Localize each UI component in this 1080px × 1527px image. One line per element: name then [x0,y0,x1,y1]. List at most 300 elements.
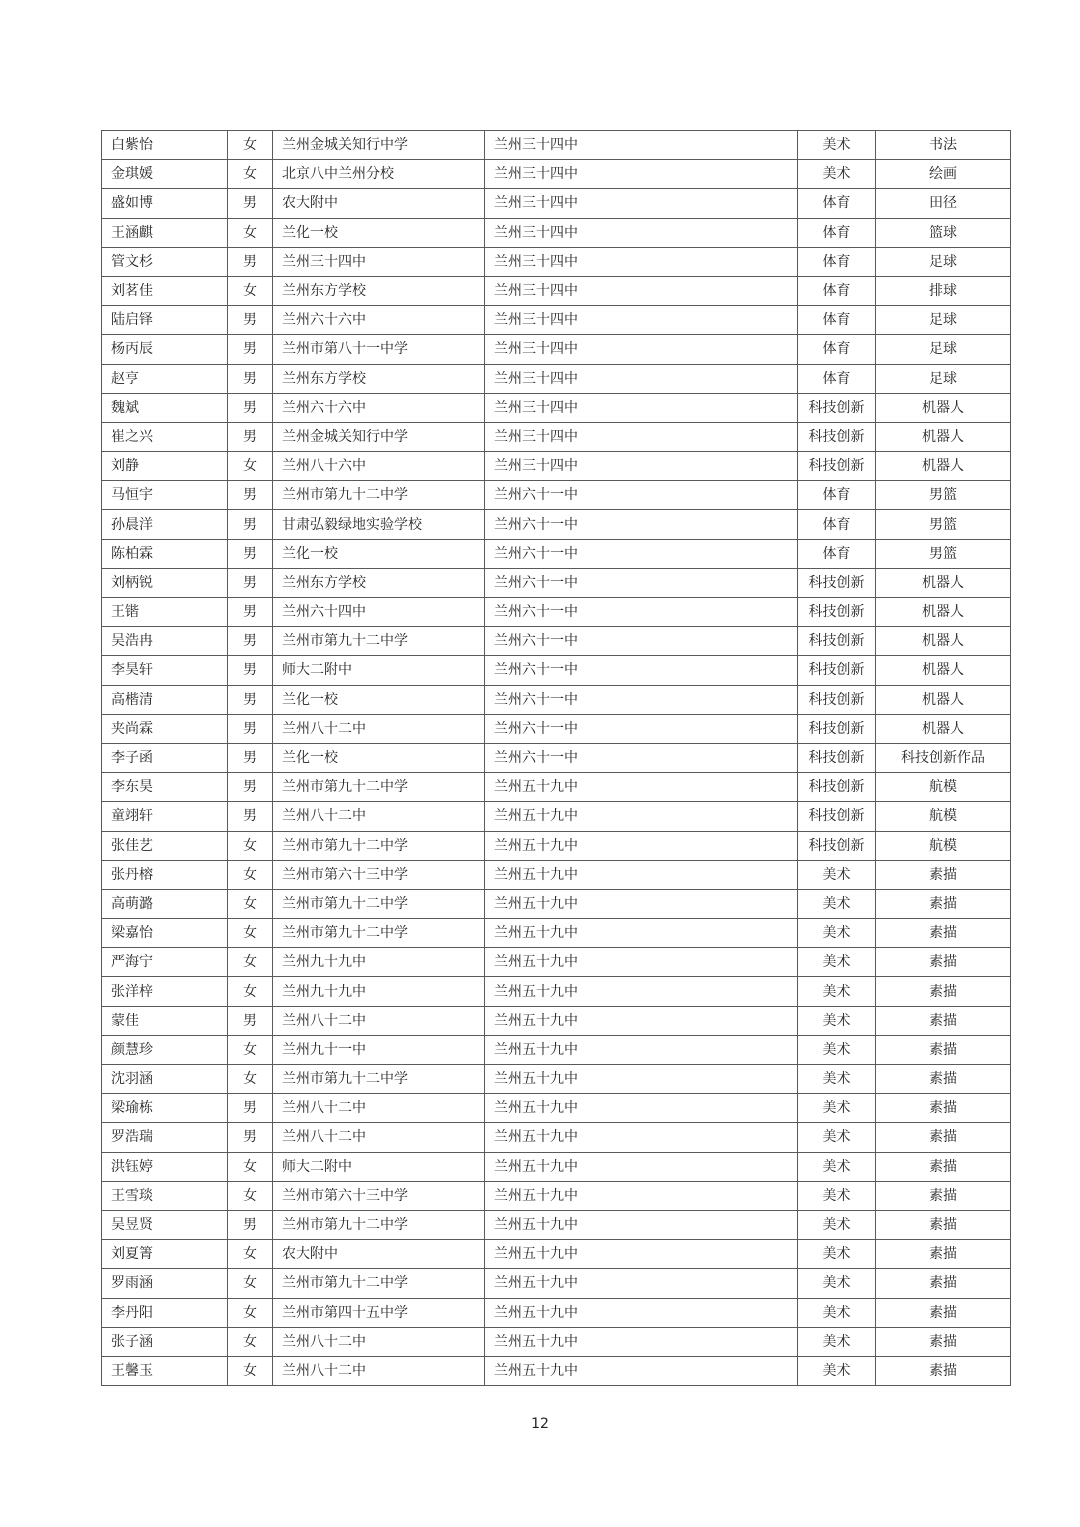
table-row [102,1065,1011,1094]
table-row [102,276,1011,305]
admitting-school-cell: 兰州五十九中 [485,1123,798,1152]
specialty-category-cell: 体育 [798,218,876,247]
student-name-cell: 梁瑜栋 [102,1094,228,1123]
graduating-school-cell: 农大附中 [273,1240,485,1269]
admitting-school-cell: 兰州五十九中 [485,948,798,977]
student-name-cell: 王锴 [102,598,228,627]
gender-cell: 男 [228,1210,273,1239]
gender-cell: 男 [228,802,273,831]
specialty-item-cell: 素描 [876,1181,1011,1210]
student-name-cell: 刘柄锐 [102,568,228,597]
gender-cell: 男 [228,656,273,685]
specialty-category-cell: 体育 [798,335,876,364]
admitting-school-cell: 兰州三十四中 [485,422,798,451]
gender-cell: 男 [228,568,273,597]
specialty-item-cell: 足球 [876,247,1011,276]
graduating-school-cell: 兰州八十二中 [273,1123,485,1152]
specialty-category-cell: 美术 [798,1065,876,1094]
graduating-school-cell: 兰州六十四中 [273,598,485,627]
gender-cell: 女 [228,860,273,889]
graduating-school-cell: 兰州八十二中 [273,1006,485,1035]
student-name-cell: 李子函 [102,743,228,772]
specialty-category-cell: 美术 [798,889,876,918]
admitting-school-cell: 兰州六十一中 [485,598,798,627]
table-row [102,831,1011,860]
student-name-cell: 张佳艺 [102,831,228,860]
student-name-cell: 王涵麒 [102,218,228,247]
table-row [102,510,1011,539]
graduating-school-cell: 北京八中兰州分校 [273,160,485,189]
specialty-category-cell: 科技创新 [798,452,876,481]
specialty-category-cell: 科技创新 [798,685,876,714]
specialty-item-cell: 素描 [876,977,1011,1006]
specialty-category-cell: 科技创新 [798,422,876,451]
student-name-cell: 洪钰婷 [102,1152,228,1181]
admitting-school-cell: 兰州六十一中 [485,743,798,772]
specialty-item-cell: 机器人 [876,422,1011,451]
roster-table [101,130,1011,1386]
table-row [102,131,1011,160]
specialty-item-cell: 素描 [876,1298,1011,1327]
admitting-school-cell: 兰州三十四中 [485,218,798,247]
specialty-item-cell: 田径 [876,189,1011,218]
specialty-category-cell: 美术 [798,1152,876,1181]
specialty-category-cell: 体育 [798,539,876,568]
specialty-item-cell: 绘画 [876,160,1011,189]
specialty-item-cell: 素描 [876,1152,1011,1181]
specialty-item-cell: 男篮 [876,481,1011,510]
admitting-school-cell: 兰州三十四中 [485,131,798,160]
specialty-category-cell: 美术 [798,1298,876,1327]
gender-cell: 女 [228,160,273,189]
graduating-school-cell: 兰州八十二中 [273,1327,485,1356]
specialty-item-cell: 航模 [876,773,1011,802]
table-row [102,598,1011,627]
student-name-cell: 李昊轩 [102,656,228,685]
graduating-school-cell: 兰州市第九十二中学 [273,627,485,656]
table-row [102,860,1011,889]
gender-cell: 女 [228,1327,273,1356]
gender-cell: 男 [228,1123,273,1152]
specialty-item-cell: 素描 [876,1006,1011,1035]
table-row [102,1123,1011,1152]
gender-cell: 男 [228,364,273,393]
student-name-cell: 马恒宇 [102,481,228,510]
graduating-school-cell: 兰州市第九十二中学 [273,481,485,510]
gender-cell: 男 [228,743,273,772]
student-name-cell: 盛如博 [102,189,228,218]
specialty-category-cell: 科技创新 [798,714,876,743]
admitting-school-cell: 兰州六十一中 [485,568,798,597]
graduating-school-cell: 兰州九十九中 [273,977,485,1006]
specialty-category-cell: 体育 [798,510,876,539]
table-row [102,977,1011,1006]
student-name-cell: 陆启铎 [102,306,228,335]
graduating-school-cell: 兰化一校 [273,685,485,714]
specialty-category-cell: 美术 [798,1269,876,1298]
admitting-school-cell: 兰州五十九中 [485,1152,798,1181]
graduating-school-cell: 兰州市第九十二中学 [273,919,485,948]
gender-cell: 女 [228,1065,273,1094]
table-row [102,773,1011,802]
student-name-cell: 杨丙辰 [102,335,228,364]
specialty-category-cell: 科技创新 [798,598,876,627]
gender-cell: 男 [228,773,273,802]
gender-cell: 女 [228,452,273,481]
specialty-category-cell: 体育 [798,247,876,276]
student-name-cell: 赵亨 [102,364,228,393]
specialty-item-cell: 男篮 [876,510,1011,539]
specialty-category-cell: 美术 [798,131,876,160]
graduating-school-cell: 兰州市第九十二中学 [273,1210,485,1239]
specialty-item-cell: 航模 [876,831,1011,860]
graduating-school-cell: 兰化一校 [273,743,485,772]
specialty-category-cell: 科技创新 [798,627,876,656]
gender-cell: 男 [228,422,273,451]
graduating-school-cell: 兰州六十六中 [273,393,485,422]
table-row [102,1269,1011,1298]
gender-cell: 男 [228,335,273,364]
specialty-category-cell: 美术 [798,1356,876,1385]
graduating-school-cell: 兰州八十二中 [273,1356,485,1385]
specialty-item-cell: 素描 [876,1123,1011,1152]
specialty-item-cell: 素描 [876,1356,1011,1385]
specialty-category-cell: 科技创新 [798,773,876,802]
student-name-cell: 严海宁 [102,948,228,977]
specialty-category-cell: 美术 [798,1240,876,1269]
specialty-item-cell: 科技创新作品 [876,743,1011,772]
student-name-cell: 蒙佳 [102,1006,228,1035]
admitting-school-cell: 兰州六十一中 [485,539,798,568]
gender-cell: 男 [228,539,273,568]
graduating-school-cell: 兰州金城关知行中学 [273,131,485,160]
table-row [102,364,1011,393]
admitting-school-cell: 兰州五十九中 [485,1035,798,1064]
student-name-cell: 高楷清 [102,685,228,714]
specialty-category-cell: 科技创新 [798,568,876,597]
table-row [102,1006,1011,1035]
gender-cell: 男 [228,481,273,510]
graduating-school-cell: 兰州市第九十二中学 [273,1065,485,1094]
student-name-cell: 金琪媛 [102,160,228,189]
specialty-category-cell: 美术 [798,860,876,889]
student-name-cell: 李丹阳 [102,1298,228,1327]
graduating-school-cell: 甘肃弘毅绿地实验学校 [273,510,485,539]
admitting-school-cell: 兰州五十九中 [485,1065,798,1094]
admitting-school-cell: 兰州五十九中 [485,860,798,889]
student-name-cell: 张子涵 [102,1327,228,1356]
specialty-item-cell: 机器人 [876,685,1011,714]
graduating-school-cell: 兰州市第九十二中学 [273,831,485,860]
specialty-category-cell: 体育 [798,481,876,510]
specialty-item-cell: 机器人 [876,656,1011,685]
graduating-school-cell: 兰州八十二中 [273,1094,485,1123]
table-row [102,889,1011,918]
student-name-cell: 张丹榕 [102,860,228,889]
student-name-cell: 刘夏箐 [102,1240,228,1269]
specialty-item-cell: 足球 [876,306,1011,335]
specialty-category-cell: 体育 [798,306,876,335]
specialty-category-cell: 科技创新 [798,802,876,831]
student-name-cell: 罗雨涵 [102,1269,228,1298]
table-row [102,568,1011,597]
specialty-item-cell: 素描 [876,1269,1011,1298]
admitting-school-cell: 兰州三十四中 [485,189,798,218]
gender-cell: 男 [228,1006,273,1035]
gender-cell: 女 [228,1181,273,1210]
specialty-category-cell: 体育 [798,189,876,218]
table-row [102,218,1011,247]
graduating-school-cell: 兰州东方学校 [273,276,485,305]
graduating-school-cell: 师大二附中 [273,1152,485,1181]
specialty-category-cell: 美术 [798,1181,876,1210]
specialty-category-cell: 美术 [798,160,876,189]
student-name-cell: 陈柏霖 [102,539,228,568]
student-name-cell: 高萌潞 [102,889,228,918]
student-name-cell: 管文杉 [102,247,228,276]
table-row [102,160,1011,189]
admitting-school-cell: 兰州五十九中 [485,1181,798,1210]
table-row [102,452,1011,481]
graduating-school-cell: 兰州东方学校 [273,568,485,597]
student-name-cell: 王雪琰 [102,1181,228,1210]
admitting-school-cell: 兰州六十一中 [485,656,798,685]
admitting-school-cell: 兰州三十四中 [485,452,798,481]
admitting-school-cell: 兰州三十四中 [485,364,798,393]
specialty-category-cell: 美术 [798,1123,876,1152]
table-row [102,685,1011,714]
graduating-school-cell: 农大附中 [273,189,485,218]
specialty-category-cell: 科技创新 [798,743,876,772]
admitting-school-cell: 兰州三十四中 [485,247,798,276]
gender-cell: 女 [228,1269,273,1298]
graduating-school-cell: 兰州八十二中 [273,714,485,743]
table-row [102,948,1011,977]
student-name-cell: 吴昱贤 [102,1210,228,1239]
specialty-category-cell: 美术 [798,1006,876,1035]
specialty-category-cell: 美术 [798,948,876,977]
student-name-cell: 梁嘉怡 [102,919,228,948]
table-row [102,539,1011,568]
admitting-school-cell: 兰州五十九中 [485,1356,798,1385]
table-row [102,714,1011,743]
specialty-item-cell: 素描 [876,919,1011,948]
gender-cell: 女 [228,948,273,977]
table-row [102,1327,1011,1356]
gender-cell: 男 [228,510,273,539]
graduating-school-cell: 兰州市第六十三中学 [273,1181,485,1210]
specialty-item-cell: 机器人 [876,714,1011,743]
gender-cell: 男 [228,393,273,422]
admitting-school-cell: 兰州五十九中 [485,802,798,831]
student-name-cell: 白紫怡 [102,131,228,160]
graduating-school-cell: 兰州八十六中 [273,452,485,481]
admitting-school-cell: 兰州六十一中 [485,685,798,714]
student-name-cell: 颜慧珍 [102,1035,228,1064]
gender-cell: 女 [228,131,273,160]
graduating-school-cell: 兰州金城关知行中学 [273,422,485,451]
admitting-school-cell: 兰州五十九中 [485,919,798,948]
admitting-school-cell: 兰州六十一中 [485,714,798,743]
student-name-cell: 孙晨洋 [102,510,228,539]
specialty-category-cell: 美术 [798,1327,876,1356]
gender-cell: 女 [228,218,273,247]
specialty-category-cell: 体育 [798,364,876,393]
gender-cell: 女 [228,1356,273,1385]
student-name-cell: 童翊轩 [102,802,228,831]
gender-cell: 男 [228,189,273,218]
gender-cell: 女 [228,919,273,948]
specialty-category-cell: 美术 [798,1210,876,1239]
gender-cell: 男 [228,247,273,276]
specialty-category-cell: 科技创新 [798,393,876,422]
gender-cell: 男 [228,714,273,743]
table-row [102,1181,1011,1210]
gender-cell: 女 [228,977,273,1006]
table-row [102,422,1011,451]
graduating-school-cell: 师大二附中 [273,656,485,685]
specialty-category-cell: 科技创新 [798,656,876,685]
graduating-school-cell: 兰州八十二中 [273,802,485,831]
admitting-school-cell: 兰州五十九中 [485,1240,798,1269]
gender-cell: 男 [228,306,273,335]
graduating-school-cell: 兰州市第八十一中学 [273,335,485,364]
specialty-item-cell: 机器人 [876,452,1011,481]
table-row [102,1298,1011,1327]
admitting-school-cell: 兰州五十九中 [485,1210,798,1239]
student-name-cell: 罗浩瑞 [102,1123,228,1152]
admitting-school-cell: 兰州六十一中 [485,481,798,510]
specialty-category-cell: 美术 [798,1035,876,1064]
gender-cell: 女 [228,1298,273,1327]
student-name-cell: 夹尚霖 [102,714,228,743]
admitting-school-cell: 兰州五十九中 [485,1006,798,1035]
admitting-school-cell: 兰州三十四中 [485,393,798,422]
specialty-item-cell: 排球 [876,276,1011,305]
admitting-school-cell: 兰州五十九中 [485,1298,798,1327]
admitting-school-cell: 兰州五十九中 [485,1327,798,1356]
graduating-school-cell: 兰州三十四中 [273,247,485,276]
admitting-school-cell: 兰州三十四中 [485,335,798,364]
specialty-category-cell: 美术 [798,919,876,948]
specialty-item-cell: 男篮 [876,539,1011,568]
student-name-cell: 吴浩冉 [102,627,228,656]
specialty-item-cell: 足球 [876,335,1011,364]
roster-body [102,131,1011,1386]
table-row [102,802,1011,831]
table-row [102,189,1011,218]
gender-cell: 女 [228,1152,273,1181]
gender-cell: 男 [228,685,273,714]
table-row [102,335,1011,364]
graduating-school-cell: 兰州市第九十二中学 [273,889,485,918]
gender-cell: 女 [228,831,273,860]
admitting-school-cell: 兰州五十九中 [485,773,798,802]
student-name-cell: 崔之兴 [102,422,228,451]
specialty-category-cell: 美术 [798,977,876,1006]
specialty-category-cell: 体育 [798,276,876,305]
specialty-item-cell: 机器人 [876,568,1011,597]
graduating-school-cell: 兰州东方学校 [273,364,485,393]
specialty-item-cell: 素描 [876,1065,1011,1094]
table-row [102,656,1011,685]
graduating-school-cell: 兰州九十一中 [273,1035,485,1064]
student-name-cell: 刘茗佳 [102,276,228,305]
admitting-school-cell: 兰州五十九中 [485,1094,798,1123]
specialty-item-cell: 素描 [876,860,1011,889]
student-name-cell: 王馨玉 [102,1356,228,1385]
specialty-category-cell: 美术 [798,1094,876,1123]
student-name-cell: 刘静 [102,452,228,481]
specialty-item-cell: 航模 [876,802,1011,831]
table-row [102,1356,1011,1385]
gender-cell: 女 [228,276,273,305]
table-row [102,1152,1011,1181]
student-name-cell: 张洋梓 [102,977,228,1006]
gender-cell: 男 [228,598,273,627]
admitting-school-cell: 兰州三十四中 [485,160,798,189]
gender-cell: 女 [228,889,273,918]
graduating-school-cell: 兰州九十九中 [273,948,485,977]
specialty-item-cell: 书法 [876,131,1011,160]
specialty-item-cell: 素描 [876,948,1011,977]
specialty-item-cell: 素描 [876,1210,1011,1239]
gender-cell: 男 [228,1094,273,1123]
table-row [102,393,1011,422]
table-row [102,481,1011,510]
specialty-item-cell: 素描 [876,1240,1011,1269]
admitting-school-cell: 兰州三十四中 [485,276,798,305]
student-name-cell: 沈羽涵 [102,1065,228,1094]
graduating-school-cell: 兰化一校 [273,218,485,247]
student-name-cell: 魏斌 [102,393,228,422]
gender-cell: 女 [228,1035,273,1064]
table-row [102,1210,1011,1239]
specialty-item-cell: 足球 [876,364,1011,393]
specialty-item-cell: 机器人 [876,598,1011,627]
admitting-school-cell: 兰州五十九中 [485,977,798,1006]
admitting-school-cell: 兰州五十九中 [485,1269,798,1298]
graduating-school-cell: 兰州市第九十二中学 [273,773,485,802]
table-row [102,247,1011,276]
specialty-item-cell: 机器人 [876,393,1011,422]
specialty-item-cell: 机器人 [876,627,1011,656]
table-row [102,627,1011,656]
graduating-school-cell: 兰州六十六中 [273,306,485,335]
specialty-item-cell: 素描 [876,1035,1011,1064]
gender-cell: 男 [228,627,273,656]
student-name-cell: 李东昊 [102,773,228,802]
graduating-school-cell: 兰州市第六十三中学 [273,860,485,889]
table-row [102,919,1011,948]
table-row [102,306,1011,335]
specialty-item-cell: 素描 [876,1094,1011,1123]
specialty-item-cell: 篮球 [876,218,1011,247]
gender-cell: 女 [228,1240,273,1269]
table-row [102,1240,1011,1269]
table-row [102,1035,1011,1064]
table-row [102,1094,1011,1123]
admitting-school-cell: 兰州三十四中 [485,306,798,335]
admitting-school-cell: 兰州六十一中 [485,627,798,656]
admitting-school-cell: 兰州五十九中 [485,889,798,918]
page-number: 12 [531,1416,549,1432]
admitting-school-cell: 兰州六十一中 [485,510,798,539]
graduating-school-cell: 兰化一校 [273,539,485,568]
specialty-item-cell: 素描 [876,889,1011,918]
graduating-school-cell: 兰州市第九十二中学 [273,1269,485,1298]
admitting-school-cell: 兰州五十九中 [485,831,798,860]
